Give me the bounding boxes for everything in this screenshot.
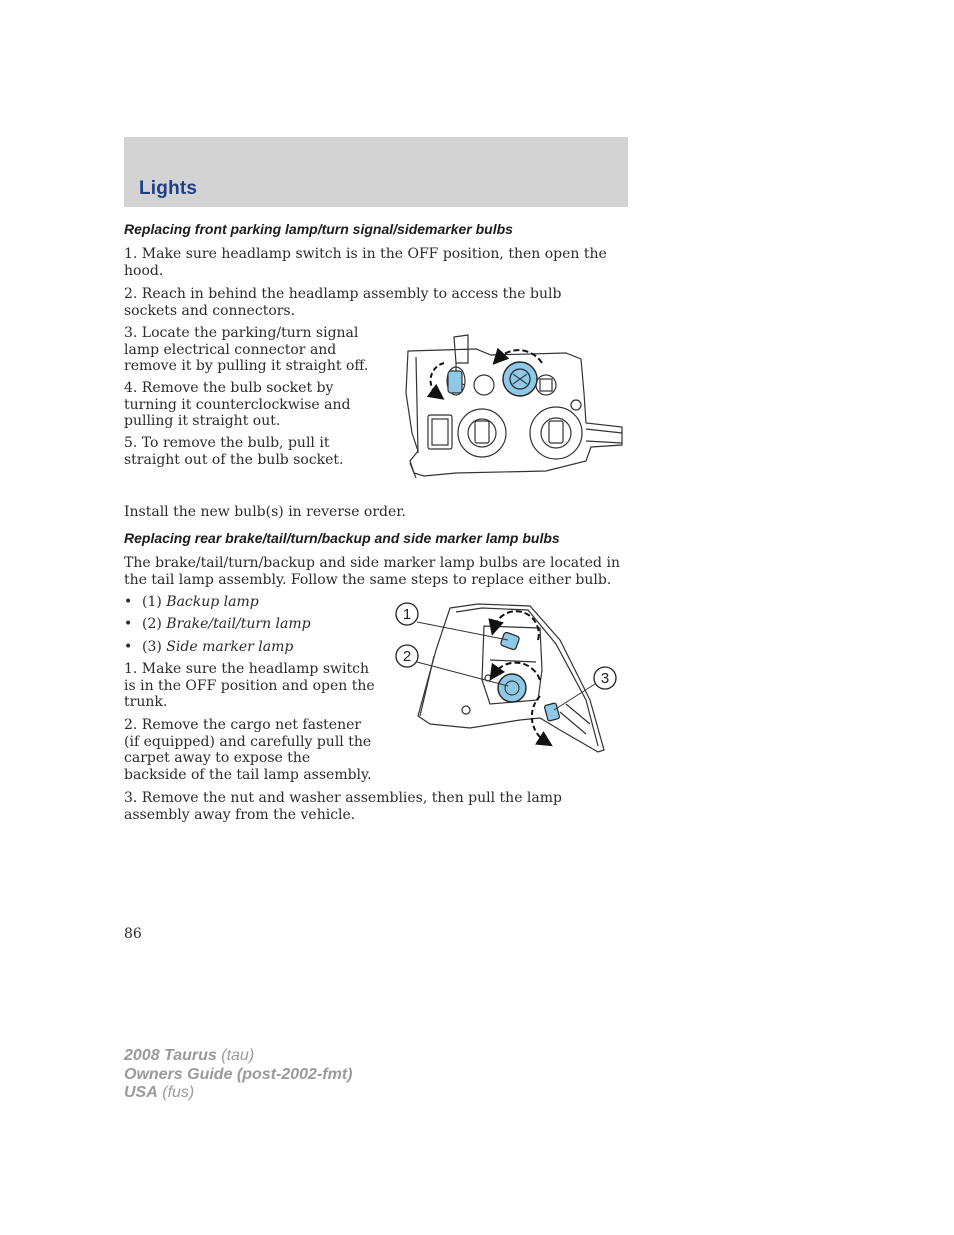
callout-3-label: 3 — [600, 670, 610, 687]
section1-heading: Replacing front parking lamp/turn signal/sidemarker bulbs — [124, 221, 513, 237]
section1-step-1: 1. Make sure headlamp switch is in the OFF position, then open the hood. — [124, 246, 607, 279]
section1-step-5: 5. To remove the bulb, pull it straight out of the bulb socket. — [124, 435, 344, 468]
section2-step-3: 3. Remove the nut and washer assemblies, then pull the lamp assembly away from the vehicle. — [124, 790, 562, 823]
section2-step-1: 1. Make sure the headlamp switch is in the OFF position and open the trunk. — [124, 661, 375, 710]
document-footer — [124, 1047, 352, 1103]
install-note: Install the new bulb(s) in reverse order. — [124, 504, 406, 520]
page-number: 86 — [124, 926, 142, 942]
tail-lamp-assembly-figure — [390, 600, 622, 760]
headlamp-assembly-figure — [396, 333, 626, 483]
section1-step-4: 4. Remove the bulb socket by turning it counterclockwise and pulling it straight out. — [124, 380, 351, 429]
section1-step-2: 2. Reach in behind the headlamp assembly to access the bulb sockets and connectors. — [124, 286, 562, 319]
section1-step-3: 3. Locate the parking/turn signal lamp electrical connector and remove it by pulling it straight off. — [124, 325, 369, 374]
footer-line-3: USA (fus) — [124, 1084, 195, 1101]
section2-step-2: 2. Remove the cargo net fastener (if equipped) and carefully pull the carpet away to expose the backside of the tail lamp assembly. — [124, 717, 372, 783]
section2-intro: The brake/tail/turn/backup and side marker lamp bulbs are located in the tail lamp assembly. Follow the same steps to replace either bulb. — [124, 555, 620, 588]
section2-heading: Replacing rear brake/tail/turn/backup and side marker lamp bulbs — [124, 530, 560, 546]
page-title: Lights — [139, 178, 198, 199]
callout-2-label: 2 — [402, 648, 412, 665]
section-header-band — [124, 137, 628, 207]
footer-line-1: 2008 Taurus (tau) — [124, 1047, 255, 1064]
footer-line-2: Owners Guide (post-2002-fmt) — [124, 1065, 353, 1083]
callout-1-label: 1 — [402, 606, 412, 623]
bullet-item-backup: • (1) Backup lamp — [124, 594, 259, 610]
bullet-item-side-marker: • (3) Side marker lamp — [124, 639, 294, 655]
bullet-item-brake-tail-turn: • (2) Brake/tail/turn lamp — [124, 616, 311, 632]
